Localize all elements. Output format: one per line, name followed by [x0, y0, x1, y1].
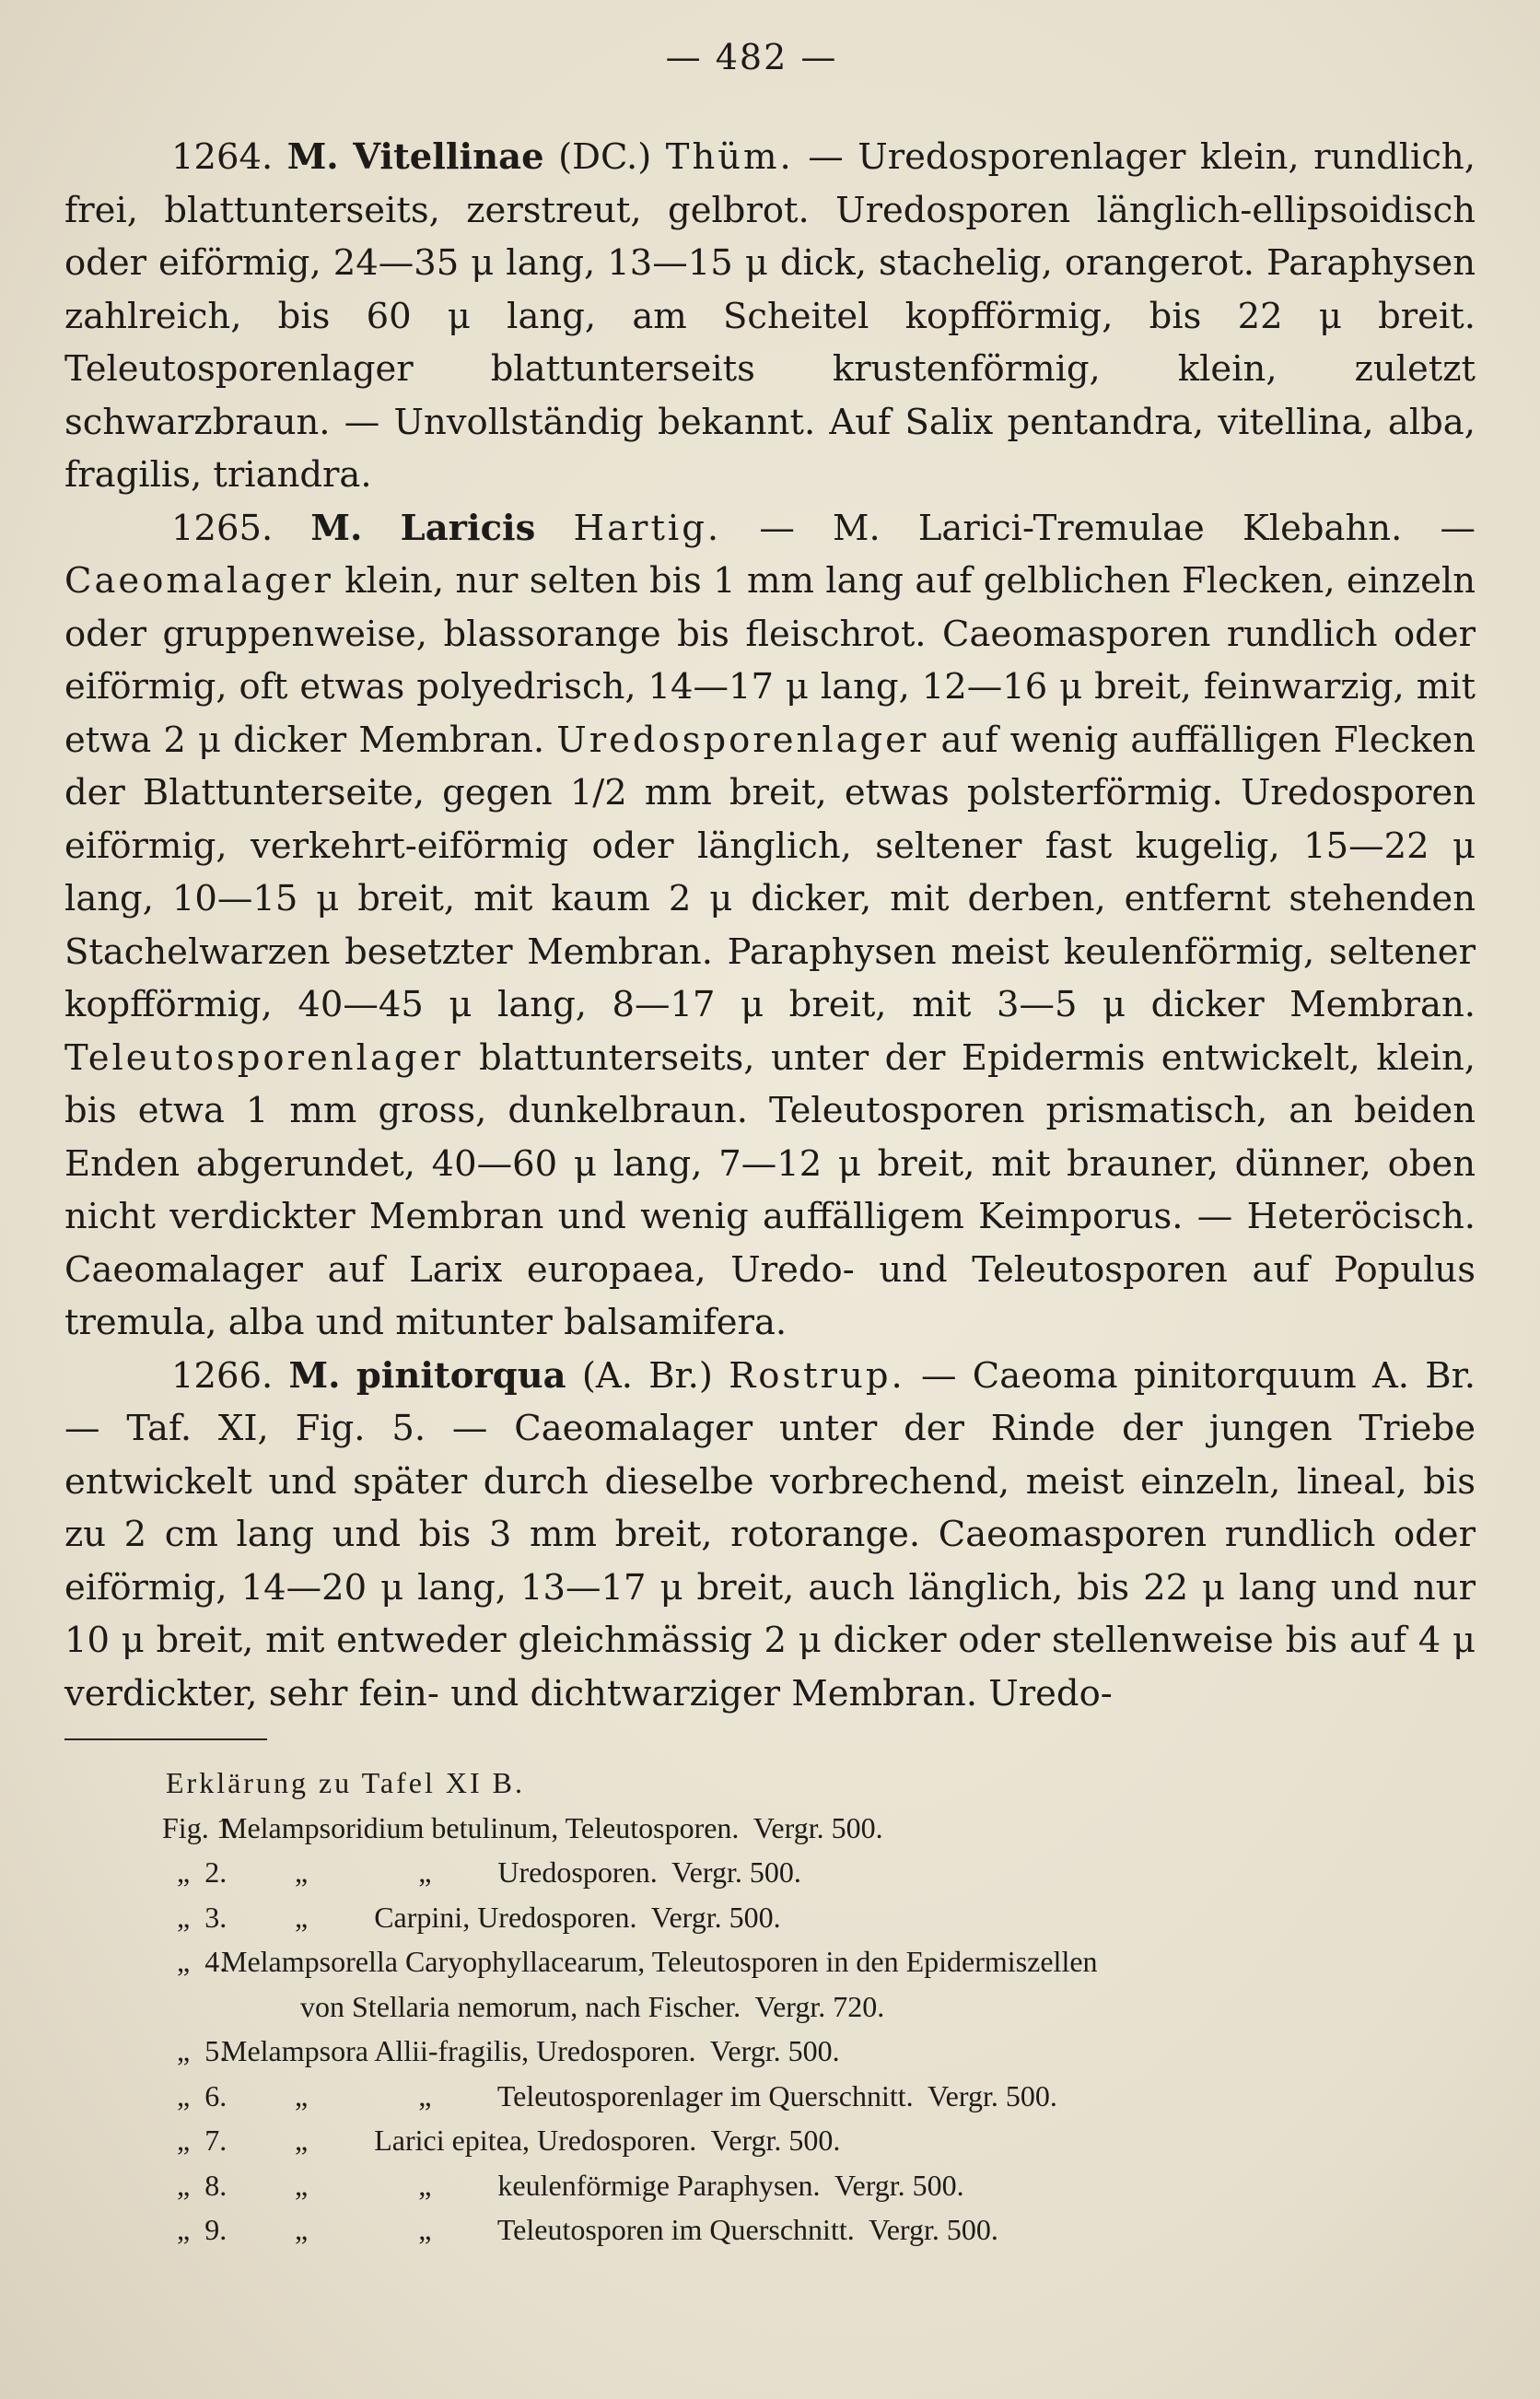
- species-name: pinitorqua: [356, 1354, 566, 1397]
- entry-number: 1264.: [171, 136, 274, 178]
- page-number: — 482 —: [665, 37, 838, 77]
- plate-heading: Erklärung zu Tafel XI B.: [166, 1766, 525, 1799]
- figure-text: „ Carpini, Uredosporen. Vergr. 500.: [221, 1900, 781, 1934]
- figure-text: „ „ Uredosporen. Vergr. 500.: [221, 1855, 801, 1889]
- figure-label: „ 6.: [162, 2078, 228, 2112]
- entry-text: blattunterseits, unter der Epidermis entwickelt, klein, bis etwa 1 mm gross, dunkelbraun. Teleutosporen prismatisch, an beiden Enden abgerundet, 40—60 μ lang, 7—12 μ breit, mit brauner, dünner, oben nicht verdickter Membran und wenig auffälligem Keimporus. — Heteröcisch. Caeomalager auf Larix europaea, Uredo- und Teleutosporen auf Populus tremula, alba und mitunter balsamifera.: [64, 1036, 1476, 1343]
- figure-text-continued: von Stellaria nemorum, nach Fischer. Vergr. 720.: [300, 1989, 885, 2023]
- figure-row: [64, 1850, 1476, 1895]
- figure-label: „ 5.: [162, 2034, 228, 2067]
- entry-text: — Caeoma pinitorquum A. Br. — Taf. XI, Fig. 5. — Caeomalager unter der Rinde der jungen Triebe entwickelt und später durch dieselbe vorbrechend, meist einzeln, lineal, bis zu 2 cm lang und bis 3 mm breit, rotorange. Caeomasporen rundlich oder eiförmig, 14—20 μ lang, 13—17 μ breit, auch länglich, bis 22 μ lang und nur 10 μ breit, mit entweder gleichmässig 2 μ dicker oder stellenweise bis auf 4 μ verdickter, sehr fein- und dichtwarziger Membran. Uredo-: [64, 1354, 1476, 1714]
- figure-text: „ „ Teleutosporenlager im Querschnitt. Vergr. 500.: [221, 2078, 1057, 2112]
- entry-1266: [64, 1350, 1476, 1721]
- spaced-term: Caeomalager: [64, 560, 333, 602]
- figure-text: „ „ keulenförmige Paraphysen. Vergr. 500.: [221, 2168, 964, 2202]
- entry-text: mm breit, etwas polsterförmig. Uredosporen eiförmig, verkehrt-eiförmig oder länglich, seltener fast kugelig, 15—22 μ lang, 10—15 μ breit, mit kaum 2 μ dicker, mit derben, entfernt stehenden Stachelwarzen besetzter Membran. Paraphysen meist keulenförmig, seltener kopfförmig, 40—45 μ lang, 8—17 μ breit, mit 3—5 μ dicker Membran.: [64, 772, 1476, 1025]
- figure-row: [64, 1939, 1476, 1984]
- author-2: Hartig.: [573, 507, 722, 549]
- spaced-term: Teleutosporenlager: [64, 1036, 463, 1079]
- figure-label: „ 7.: [162, 2124, 228, 2157]
- entry-text: — Uredosporenlager klein, rundlich, frei, blattunterseits, zerstreut, gelbrot. Uredosporen länglich-ellipsoidisch oder eiförmig, 24—35 μ lang, 13—15 μ dick, stachelig, orangerot. Paraphysen zahlreich, bis 60 μ lang, am Scheitel kopfförmig, bis 22 μ breit. Teleutosporenlager blattunterseits krustenförmig, klein, zuletzt schwarzbraun. — Unvollständig bekannt. Auf Salix pentandra, vitellina, alba, fragilis, triandra.: [64, 136, 1476, 496]
- figure-row: [64, 2118, 1476, 2163]
- fraction: 1/2: [569, 772, 627, 813]
- entry-1265: [64, 502, 1476, 1350]
- figure-label: „ 2.: [162, 1855, 228, 1889]
- author: (A. Br.): [581, 1354, 713, 1397]
- entry-text: auf wenig auffälligen Flecken der Blattunterseite, gegen: [64, 719, 1476, 813]
- figure-text: Melampsorella Caryophyllacearum, Teleutosporen in den Epidermiszellen: [221, 1945, 1098, 1978]
- author-2: Rostrup.: [729, 1354, 905, 1397]
- entry-number: 1266.: [171, 1354, 274, 1397]
- figure-text: Melampsora Allii-fragilis, Uredosporen. Vergr. 500.: [221, 2034, 840, 2067]
- genus-abbrev: M.: [310, 507, 363, 549]
- author-2: Thüm.: [665, 136, 794, 178]
- figure-row: [64, 2074, 1476, 2119]
- entry-paragraph: [64, 502, 1476, 1350]
- figure-text: „ „ Teleutosporen im Querschnitt. Vergr. 500.: [221, 2213, 998, 2246]
- footnote-divider: [64, 1738, 267, 1740]
- figure-row: [64, 2029, 1476, 2074]
- entry-text: — M. Larici-Tremulae Klebahn. —: [721, 507, 1476, 549]
- genus-abbrev: M.: [286, 136, 339, 178]
- entry-text: klein, nur selten bis 1 mm lang auf gelblichen Flecken, einzeln oder gruppenweise, blassorange bis fleischrot. Caeomasporen rundlich oder eiförmig, oft etwas polyedrisch, 14—17 μ lang, 12—16 μ breit, feinwarzig, mit etwa 2 μ dicker Membran.: [64, 560, 1476, 761]
- figure-label: „ 4.: [162, 1945, 228, 1978]
- spaced-term: Uredosporenlager: [556, 719, 929, 761]
- figure-text: „ Larici epitea, Uredosporen. Vergr. 500.: [221, 2124, 841, 2157]
- plate-explanation: [64, 1761, 1476, 2253]
- figure-row: [64, 2207, 1476, 2253]
- figure-label: „ 3.: [162, 1900, 228, 1934]
- figure-label: „ 9.: [162, 2213, 228, 2246]
- entry-1264: [64, 131, 1476, 502]
- author: (DC.): [558, 136, 652, 178]
- entry-number: 1265.: [171, 507, 274, 549]
- figure-row: [64, 1806, 1476, 1851]
- entry-paragraph: [64, 131, 1476, 502]
- species-name: Vitellinae: [353, 136, 544, 178]
- genus-abbrev: M.: [288, 1354, 341, 1397]
- figure-row: [64, 2163, 1476, 2208]
- figure-row: [64, 1895, 1476, 1940]
- figure-label: „ 8.: [162, 2168, 228, 2202]
- figure-text: Melampsoridium betulinum, Teleutosporen. Vergr. 500.: [221, 1810, 883, 1844]
- species-name: Laricis: [400, 507, 536, 549]
- figure-label: Fig. 1.: [162, 1810, 239, 1844]
- entry-paragraph: [64, 1350, 1476, 1721]
